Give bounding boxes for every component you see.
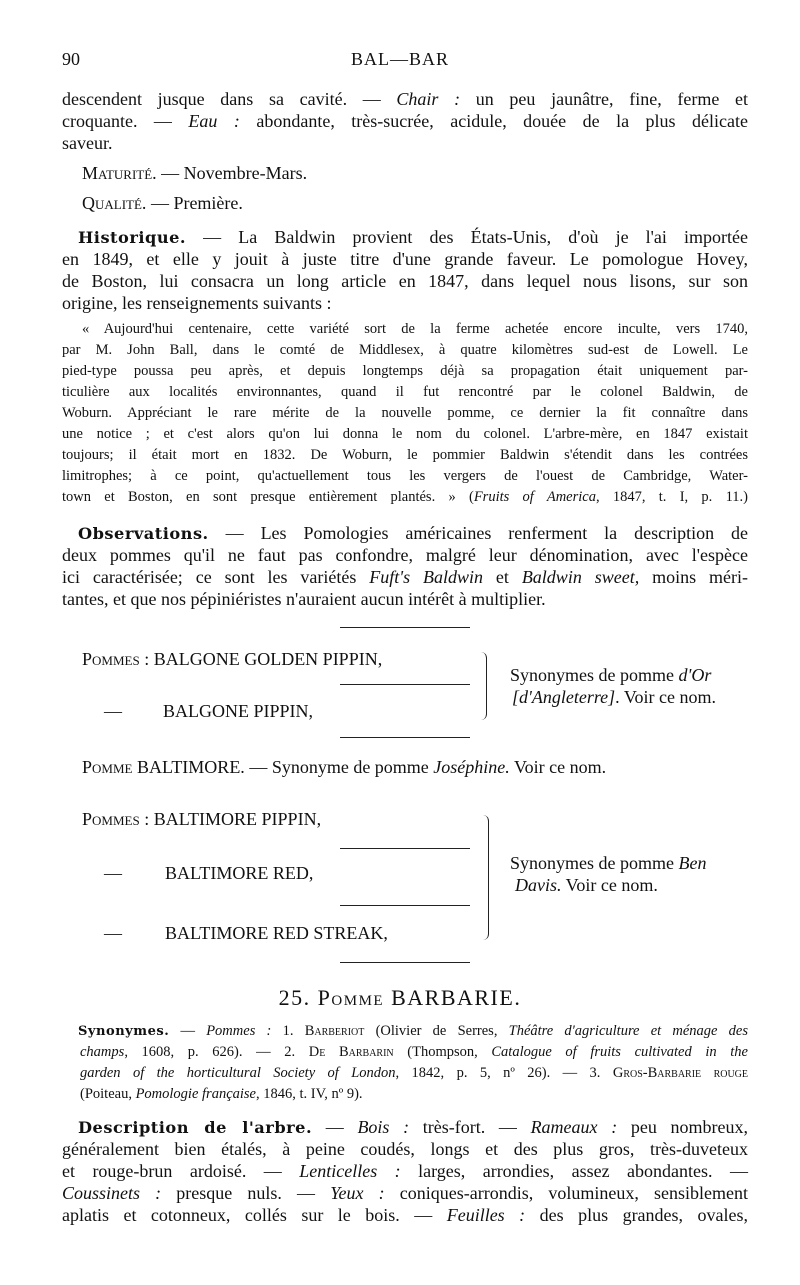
italic-text: Lenticelles : <box>299 1161 401 1181</box>
text-run: généralement bien étalés, à peine coudés, longs et des plus gros, très-duveteux <box>62 1139 748 1159</box>
synonym-line <box>80 1063 748 1083</box>
note-text: Voir ce nom. <box>561 875 658 895</box>
rule <box>340 962 470 963</box>
pommes-label: Pommes : <box>82 809 150 829</box>
italic-text: Chair : <box>396 89 461 109</box>
observation-line <box>78 522 748 545</box>
synonym-row <box>82 648 382 670</box>
text-run: toujours; il était mort en 1832. De Woburn, le pommier Baldwin s'étendit dans les contrées <box>62 447 748 463</box>
body-line <box>62 110 748 132</box>
italic-text: Yeux : <box>330 1183 385 1203</box>
text-run: 1. <box>271 1023 305 1039</box>
synonym-row <box>82 808 321 830</box>
note-italic: Davis. <box>515 875 562 895</box>
observation-line <box>62 588 748 610</box>
italic-text: Pomologie française <box>135 1086 256 1102</box>
synonym-name: BALTIMORE RED, <box>165 863 314 883</box>
italic-text: Coussinets : <box>62 1183 162 1203</box>
body-line <box>62 270 748 292</box>
text-run: ici caractérisée; ce sont les variétés <box>62 567 370 587</box>
text-run: (Olivier de Serres, <box>364 1023 509 1039</box>
text-run: deux pommes qu'il ne faut pas confondre, malgré leur dénomination, avec l'espèce <box>62 545 748 565</box>
italic-text: Eau : <box>188 111 240 131</box>
text-run: , 1608, p. 626). — 2. <box>124 1044 309 1060</box>
italic-text: Fruits of America <box>473 489 596 505</box>
text-run: tantes, et que nos pépiniéristes n'auraient aucun intérêt à multiplier. <box>62 589 546 609</box>
synonym-line <box>78 1021 748 1042</box>
running-title: BAL—BAR <box>350 49 449 69</box>
text-run: par M. John Ball, dans le comté de Middlesex, à quatre kilomètres sud-est de Lowell. Le <box>62 342 748 358</box>
body-line <box>62 292 748 314</box>
text-run: town et Boston, en sont presque entièrement plantés. » ( <box>62 489 474 505</box>
text-run: origine, les renseignements suivants : <box>62 293 332 313</box>
italic-text: Feuilles : <box>446 1205 526 1225</box>
note-italic: d'Or <box>678 665 712 685</box>
text-run: — Les Pomologies américaines renferment la description de <box>208 523 748 543</box>
bracket <box>480 652 487 720</box>
text-run: de Boston, lui consacra un long article en 1847, dans lequel nous lisons, sur son <box>62 271 748 291</box>
dash: — <box>104 863 122 883</box>
synonym-name: BALTIMORE PIPPIN, <box>153 809 322 829</box>
text-run: peu nombreux, <box>617 1117 748 1137</box>
page-number: 90 <box>62 49 80 69</box>
small-caps-text: Gros-Barbarie rouge <box>612 1065 749 1081</box>
rule <box>340 905 470 906</box>
quote-line <box>62 361 748 381</box>
section-name: BARBARIE. <box>391 985 522 1010</box>
text-run: , 1847, t. I, p. 11.) <box>595 489 748 505</box>
synonym-note <box>512 686 716 708</box>
observation-line <box>62 566 748 588</box>
synonym-line <box>80 1042 748 1062</box>
text-run: abondante, très-sucrée, acidule, douée de la plus délicate <box>239 111 748 131</box>
text-run: une notice ; et c'est alors qu'on lui donna le nom du colonel. L'arbre-mère, en 1847 existait <box>62 426 748 442</box>
synonym-note <box>515 874 658 896</box>
italic-text: garden of the horticultural Society of London <box>80 1065 396 1081</box>
body-line <box>62 88 748 110</box>
run-in-heading: Historique. <box>78 228 187 247</box>
section-title <box>0 985 800 1011</box>
body-line <box>82 162 748 184</box>
text-run: en 1849, et elle y jouit à juste titre d'une grande faveur. Le pomologue Hovey, <box>62 249 748 269</box>
quote-line <box>62 340 748 360</box>
small-caps-text: De Barbarin <box>308 1044 394 1060</box>
text-run: — La Baldwin provient des États-Unis, d'où je l'ai importée <box>186 227 748 247</box>
dash: — <box>104 923 122 943</box>
section-word: Pomme <box>317 985 385 1010</box>
pomme-label: Pomme <box>82 757 133 777</box>
baltimore-entry <box>82 756 606 778</box>
text-run: coniques-arrondis, volumineux, sensiblement <box>384 1183 748 1203</box>
italic-text: Catalogue of fruits cultivated in the <box>491 1044 748 1060</box>
synonym-note <box>510 852 706 874</box>
italic-text: Rameaux : <box>530 1117 618 1137</box>
variety-name: BALTIMORE. <box>136 757 245 777</box>
description-line <box>62 1182 748 1204</box>
quote-line <box>62 382 748 402</box>
text-run: saveur. <box>62 133 113 153</box>
description-line <box>78 1116 748 1139</box>
text-run: et rouge-brun ardoisé. — <box>62 1161 300 1181</box>
body-line <box>78 226 748 249</box>
text-run: larges, arrondies, assez abondantes. — <box>400 1161 748 1181</box>
quote-line <box>62 445 748 465</box>
text-run: — Novembre-Mars. <box>156 163 308 183</box>
pommes-label: Pommes : <box>82 649 150 669</box>
text-run: et <box>483 567 522 587</box>
note-italic: [d'Angleterre] <box>512 687 616 707</box>
note-text: Synonymes de pomme <box>510 853 679 873</box>
text-run: presque nuls. — <box>161 1183 331 1203</box>
italic-text: Théâtre d'agriculture et ménage des <box>508 1023 749 1039</box>
body-line <box>62 248 748 270</box>
text-run: (Thompson, <box>393 1044 492 1060</box>
entry-italic: Joséphine. <box>433 757 510 777</box>
body-line <box>82 192 748 214</box>
description-line <box>62 1160 748 1182</box>
small-caps-text: Maturité. <box>82 163 157 183</box>
text-run: — Première. <box>146 193 243 213</box>
rule <box>340 684 470 685</box>
text-run: un peu jaunâtre, fine, ferme et <box>460 89 748 109</box>
entry-text: Voir ce nom. <box>509 757 607 777</box>
text-run: des plus grandes, ovales, <box>525 1205 748 1225</box>
text-run: (Poiteau, <box>80 1086 136 1102</box>
text-run: croquante. — <box>62 111 189 131</box>
note-text: Synonymes de pomme <box>510 665 679 685</box>
body-line <box>62 132 748 154</box>
italic-text: champs <box>80 1044 125 1060</box>
italic-text: Baldwin sweet, <box>521 567 640 587</box>
observation-line <box>62 544 748 566</box>
text-run: aplatis et cotonneux, collés sur le bois. — <box>62 1205 447 1225</box>
description-line <box>62 1204 748 1226</box>
small-caps-text: Barberiot <box>304 1023 365 1039</box>
quote-line <box>82 319 748 339</box>
text-run: — <box>312 1117 358 1137</box>
run-in-heading: Observations. <box>78 524 209 543</box>
note-italic: Ben <box>678 853 707 873</box>
text-run: limitrophes; à ce point, qu'actuellement tous les vergers de l'ouest de Cambridge, Water- <box>62 468 748 484</box>
quote-line <box>62 403 748 423</box>
quote-line <box>62 466 748 486</box>
dash: — <box>104 701 122 721</box>
quote-line <box>62 424 748 444</box>
text-run: pied-type poussa peu après, et depuis longtemps déjà sa propagation était uniquement par- <box>62 363 748 379</box>
small-caps-text: Qualité. <box>82 193 147 213</box>
bracket <box>482 815 489 940</box>
synonym-note <box>510 664 711 686</box>
italic-text: Bois : <box>357 1117 410 1137</box>
synonym-name: BALGONE PIPPIN, <box>163 701 314 721</box>
description-line <box>62 1138 748 1160</box>
entry-text: — Synonyme de pomme <box>244 757 434 777</box>
rule <box>340 848 470 849</box>
run-in-heading: Synonymes. <box>78 1024 170 1039</box>
text-run: — <box>169 1023 207 1039</box>
italic-text: Pommes : <box>206 1023 272 1039</box>
synonym-name: BALGONE GOLDEN PIPPIN, <box>153 649 383 669</box>
text-run: « Aujourd'hui centenaire, cette variété sort de la ferme achetée encore inculte, vers 1740, <box>82 321 748 337</box>
text-run: Woburn. Appréciant le rare mérite de la nouvelle pomme, ce dernier la fit connaître dans <box>62 405 748 421</box>
text-run: , 1846, t. IV, nº 9). <box>256 1086 363 1102</box>
text-run: , 1842, p. 5, nº 26). — 3. <box>395 1065 613 1081</box>
rule <box>340 737 470 738</box>
text-run: descendent jusque dans sa cavité. — <box>62 89 397 109</box>
text-run: moins méri- <box>639 567 748 587</box>
text-run: très-fort. — <box>409 1117 531 1137</box>
note-text: . Voir ce nom. <box>615 687 716 707</box>
synonym-line <box>80 1084 748 1104</box>
run-in-heading: Description de l'arbre. <box>78 1118 313 1137</box>
synonym-name: BALTIMORE RED STREAK, <box>165 923 388 943</box>
quote-line <box>62 487 748 507</box>
section-number: 25. <box>278 985 311 1010</box>
italic-text: Fuft's Baldwin <box>369 567 484 587</box>
rule <box>340 627 470 628</box>
text-run: ticulière aux localités environnantes, quand il fut rencontré par le colonel Baldwin, de <box>62 384 748 400</box>
